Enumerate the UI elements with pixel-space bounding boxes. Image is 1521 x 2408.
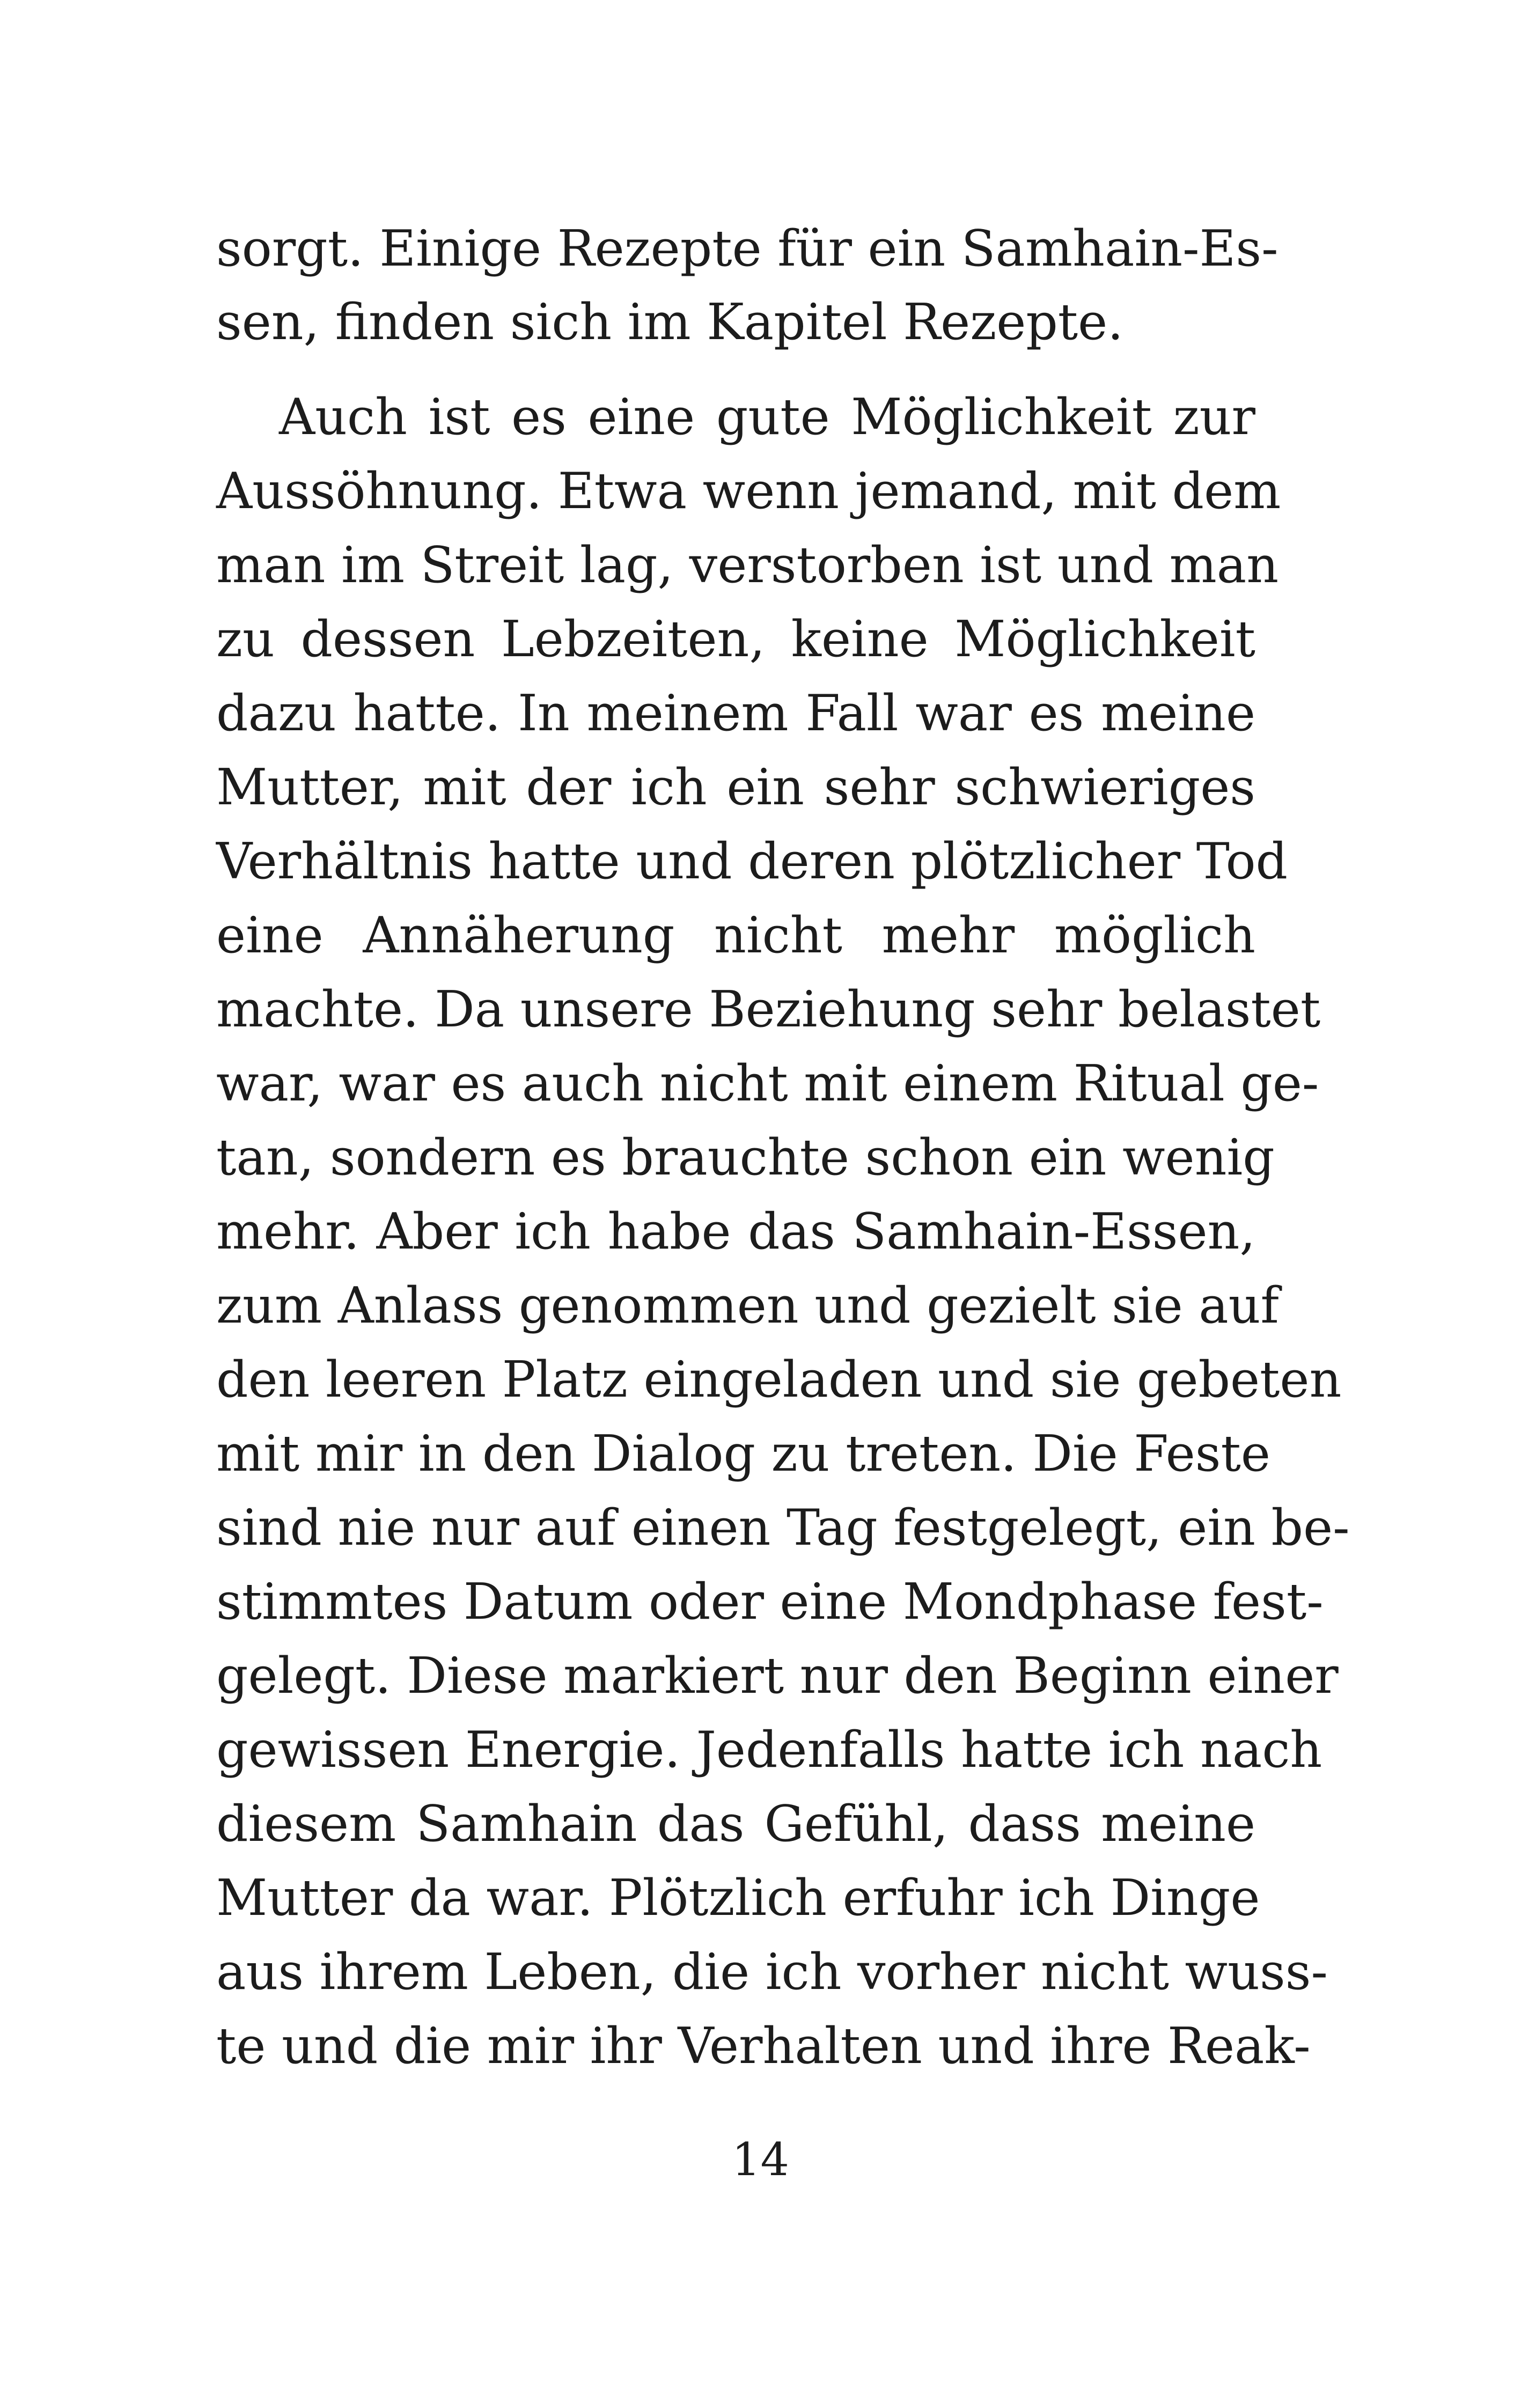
text-line: zum Anlass genommen und gezielt sie auf <box>216 1276 1279 1334</box>
text-line: zu dessen Lebzeiten, keine Möglichkeit <box>216 610 1255 668</box>
page-number: 14 <box>732 2133 789 2186</box>
text-line: sorgt. Einige Rezepte für ein Samhain-Es- <box>216 219 1278 277</box>
text-line: Mutter, mit der ich ein sehr schwieriges <box>216 758 1255 816</box>
text-line: Verhältnis hatte und deren plötzlicher Tod <box>216 832 1288 890</box>
text-line: stimmtes Datum oder eine Mondphase fest- <box>216 1573 1324 1631</box>
text-line: machte. Da unsere Beziehung sehr belastet <box>216 980 1321 1038</box>
text-line: mehr. Aber ich habe das Samhain-Essen, <box>216 1202 1255 1260</box>
text-line: aus ihrem Leben, die ich vorher nicht wuss- <box>216 1943 1328 2001</box>
text-line: mit mir in den Dialog zu treten. Die Feste <box>216 1425 1270 1482</box>
text-line: man im Streit lag, verstorben ist und man <box>216 536 1279 594</box>
text-line: war, war es auch nicht mit einem Ritual ge- <box>216 1054 1319 1112</box>
text-line: den leeren Platz eingeladen und sie gebeten <box>216 1350 1342 1408</box>
text-line: Auch ist es eine gute Möglichkeit zur <box>279 388 1255 446</box>
text-line: tan, sondern es brauchte schon ein wenig <box>216 1128 1275 1186</box>
text-line: gewissen Energie. Jedenfalls hatte ich nach <box>216 1721 1322 1779</box>
text-line: sind nie nur auf einen Tag festgelegt, ein be- <box>216 1499 1350 1557</box>
text-line: eine Annäherung nicht mehr möglich <box>216 906 1255 964</box>
text-line: Mutter da war. Plötzlich erfuhr ich Dinge <box>216 1869 1260 1927</box>
text-line: diesem Samhain das Gefühl, dass meine <box>216 1795 1255 1853</box>
text-line: gelegt. Diese markiert nur den Beginn einer <box>216 1647 1339 1705</box>
text-line: te und die mir ihr Verhalten und ihre Reak- <box>216 2017 1311 2075</box>
text-line: Aussöhnung. Etwa wenn jemand, mit dem <box>216 462 1281 520</box>
text-line: dazu hatte. In meinem Fall war es meine <box>216 684 1255 742</box>
text-line: sen, finden sich im Kapitel Rezepte. <box>216 293 1123 351</box>
